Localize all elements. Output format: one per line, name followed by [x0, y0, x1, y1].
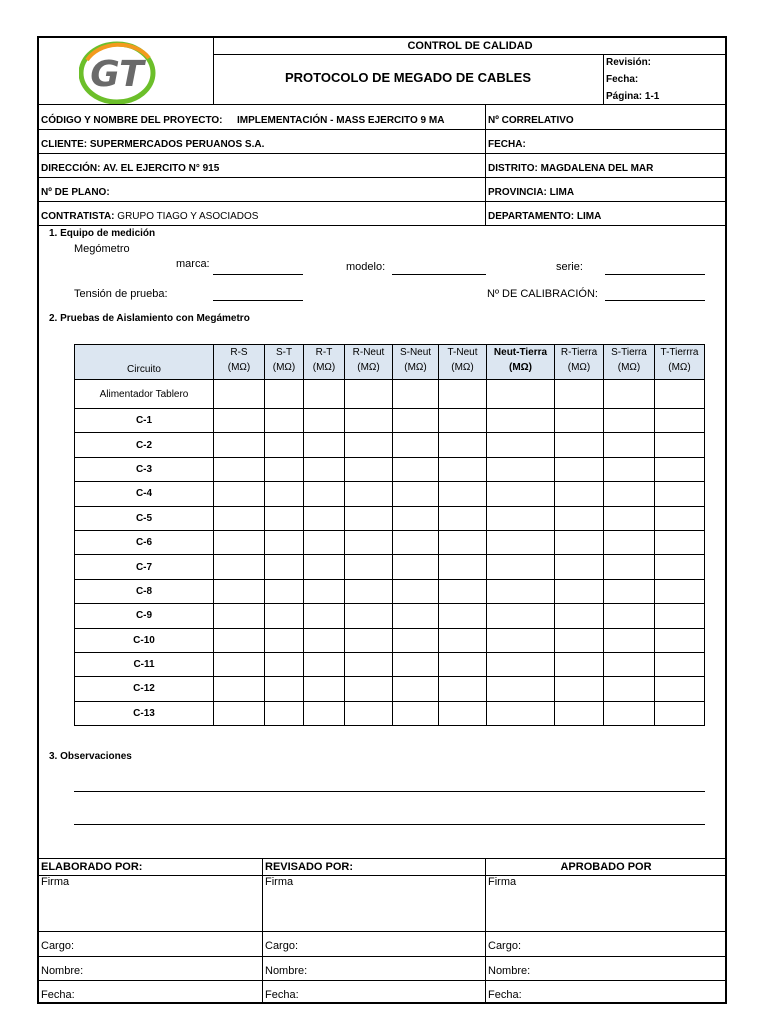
- measurement-cell[interactable]: [655, 579, 705, 603]
- measurement-cell[interactable]: [555, 701, 604, 725]
- circuit-name: C-6: [75, 530, 214, 554]
- measurement-cell[interactable]: [655, 555, 705, 579]
- measurement-cell[interactable]: [393, 457, 439, 481]
- measurement-cell[interactable]: [345, 482, 393, 506]
- measurement-cell[interactable]: [604, 652, 655, 676]
- measurement-cell[interactable]: [604, 530, 655, 554]
- table-row: [75, 652, 705, 676]
- measurement-cell[interactable]: [487, 579, 555, 603]
- position-label-2: Cargo:: [265, 940, 299, 952]
- measurement-cell[interactable]: [655, 628, 705, 652]
- measurement-cell[interactable]: [265, 677, 304, 701]
- measurement-cell[interactable]: [265, 604, 304, 628]
- quality-control-title: CONTROL DE CALIDAD: [407, 40, 533, 52]
- measurement-cell[interactable]: [265, 530, 304, 554]
- measurement-cell[interactable]: [555, 409, 604, 433]
- measurement-cell[interactable]: [304, 628, 345, 652]
- column-header: [393, 345, 439, 380]
- column-header: [487, 345, 555, 380]
- signature-label-3: Firma: [488, 876, 517, 888]
- company-logo: [79, 40, 159, 104]
- column-header: [265, 345, 304, 380]
- circuit-name: Alimentador Tablero: [75, 380, 214, 409]
- measurement-cell[interactable]: [345, 701, 393, 725]
- date-header-label: Fecha:: [606, 74, 639, 85]
- circuit-name: C-12: [75, 677, 214, 701]
- table-row: [75, 433, 705, 457]
- measurement-cell[interactable]: [655, 506, 705, 530]
- table-row: [75, 506, 705, 530]
- name-label-3: Nombre:: [488, 965, 531, 977]
- document-page: [37, 36, 727, 1004]
- section-2-title: 2. Pruebas de Aislamiento con Megámetro: [49, 313, 250, 324]
- measurement-cell[interactable]: [304, 652, 345, 676]
- measurement-cell[interactable]: [345, 380, 393, 409]
- measurement-cell[interactable]: [555, 433, 604, 457]
- measurement-cell[interactable]: [604, 555, 655, 579]
- measurement-cell[interactable]: [345, 457, 393, 481]
- signature-label-1: Firma: [41, 876, 70, 888]
- circuit-name: C-11: [75, 652, 214, 676]
- serial-label: serie:: [556, 261, 583, 273]
- measurement-cell[interactable]: [265, 579, 304, 603]
- measurement-cell[interactable]: [393, 579, 439, 603]
- measurement-cell[interactable]: [655, 482, 705, 506]
- measurement-cell[interactable]: [555, 506, 604, 530]
- table-row: [75, 701, 705, 725]
- column-unit: (MΩ): [567, 362, 591, 373]
- measurement-cell[interactable]: [304, 530, 345, 554]
- measurement-cell[interactable]: [214, 677, 265, 701]
- column-name: S-Tierra: [611, 347, 647, 358]
- measurement-cell[interactable]: [345, 628, 393, 652]
- section-1-title: 1. Equipo de medición: [49, 228, 156, 239]
- circuit-name: C-3: [75, 457, 214, 481]
- measurement-cell[interactable]: [265, 380, 304, 409]
- measurement-cell[interactable]: [393, 380, 439, 409]
- district-label: DISTRITO: MAGDALENA DEL MAR: [488, 163, 654, 174]
- measurement-cell[interactable]: [214, 506, 265, 530]
- column-name: S-T: [275, 347, 293, 358]
- measurement-cell[interactable]: [393, 409, 439, 433]
- measurement-cell[interactable]: [393, 652, 439, 676]
- position-label-1: Cargo:: [41, 940, 75, 952]
- model-label: modelo:: [346, 261, 386, 273]
- circuit-name: C-1: [75, 409, 214, 433]
- circuit-name: C-10: [75, 628, 214, 652]
- measurement-cell[interactable]: [214, 604, 265, 628]
- column-name: R-Neut: [352, 347, 385, 358]
- measurement-cell[interactable]: [265, 433, 304, 457]
- measurement-cell[interactable]: [487, 604, 555, 628]
- measurement-cell[interactable]: [655, 677, 705, 701]
- measurement-cell[interactable]: [214, 409, 265, 433]
- date-label-3: Fecha:: [488, 989, 522, 1001]
- measurement-cell[interactable]: [304, 677, 345, 701]
- measurement-cell[interactable]: [604, 677, 655, 701]
- measurement-cell[interactable]: [304, 555, 345, 579]
- measurement-cell[interactable]: [439, 652, 487, 676]
- column-name: Neut-Tierra: [493, 347, 548, 358]
- date-label-1: Fecha:: [41, 989, 75, 1001]
- measurement-cell[interactable]: [345, 506, 393, 530]
- measurement-cell[interactable]: [345, 409, 393, 433]
- measurement-cell[interactable]: [487, 457, 555, 481]
- measurement-cell[interactable]: [304, 701, 345, 725]
- contractor-value: GRUPO TIAGO Y ASOCIADOS: [117, 211, 259, 222]
- table-row: [75, 604, 705, 628]
- measurement-cell[interactable]: [214, 380, 265, 409]
- svg-text:GT: GT: [90, 54, 144, 95]
- measurement-cell[interactable]: [214, 457, 265, 481]
- measurement-cell[interactable]: [487, 555, 555, 579]
- measurement-cell[interactable]: [345, 604, 393, 628]
- column-header: [214, 345, 265, 380]
- column-name: T-Tierrra: [660, 347, 699, 358]
- reviewed-by-label: REVISADO POR:: [265, 861, 354, 873]
- name-label-1: Nombre:: [41, 965, 84, 977]
- table-row: [75, 380, 705, 409]
- insulation-test-table: [74, 344, 705, 726]
- meter-label: Megómetro: [74, 243, 130, 255]
- measurement-cell[interactable]: [555, 555, 604, 579]
- table-row: [75, 482, 705, 506]
- measurement-cell[interactable]: [214, 579, 265, 603]
- measurement-cell[interactable]: [345, 530, 393, 554]
- column-unit: (MΩ): [312, 362, 336, 373]
- measurement-cell[interactable]: [214, 433, 265, 457]
- column-header: [604, 345, 655, 380]
- serial-field[interactable]: [605, 274, 705, 275]
- revision-label: Revisión:: [606, 57, 652, 68]
- measurement-cell[interactable]: [604, 380, 655, 409]
- measurement-cell[interactable]: [304, 380, 345, 409]
- measurement-cell[interactable]: [487, 433, 555, 457]
- measurement-cell[interactable]: [393, 628, 439, 652]
- table-row: [75, 555, 705, 579]
- measurement-cell[interactable]: [393, 433, 439, 457]
- column-name: R-T: [315, 347, 333, 358]
- measurement-cell[interactable]: [265, 701, 304, 725]
- measurement-cell[interactable]: [487, 409, 555, 433]
- measurement-cell[interactable]: [655, 652, 705, 676]
- measurement-cell[interactable]: [345, 652, 393, 676]
- measurement-cell[interactable]: [439, 380, 487, 409]
- measurement-cell[interactable]: [487, 677, 555, 701]
- measurement-cell[interactable]: [265, 409, 304, 433]
- measurement-cell[interactable]: [393, 604, 439, 628]
- measurement-cell[interactable]: [487, 506, 555, 530]
- circuit-name: C-9: [75, 604, 214, 628]
- department-label: DEPARTAMENTO: LIMA: [488, 211, 602, 222]
- column-header: [655, 345, 705, 380]
- test-voltage-label: Tensión de prueba:: [74, 288, 168, 300]
- column-unit: (MΩ): [272, 362, 296, 373]
- signature-label-2: Firma: [265, 876, 294, 888]
- column-unit: (MΩ): [227, 362, 251, 373]
- table-row: [75, 677, 705, 701]
- measurement-cell[interactable]: [604, 409, 655, 433]
- calibration-label: Nº DE CALIBRACIÓN:: [487, 288, 598, 300]
- fecha-label: FECHA:: [488, 139, 526, 150]
- measurement-cell[interactable]: [555, 604, 604, 628]
- measurement-cell[interactable]: [555, 628, 604, 652]
- measurement-cell[interactable]: [604, 506, 655, 530]
- measurement-cell[interactable]: [393, 482, 439, 506]
- measurement-cell[interactable]: [393, 555, 439, 579]
- address-label: DIRECCIÓN: AV. EL EJERCITO N° 915: [41, 163, 220, 174]
- measurement-cell[interactable]: [345, 555, 393, 579]
- measurement-cell[interactable]: [439, 433, 487, 457]
- measurement-cell[interactable]: [265, 628, 304, 652]
- table-row: [75, 409, 705, 433]
- measurement-cell[interactable]: [393, 677, 439, 701]
- measurement-cell[interactable]: [487, 530, 555, 554]
- measurement-cell[interactable]: [555, 677, 604, 701]
- measurement-cell[interactable]: [304, 409, 345, 433]
- client-label: CLIENTE: SUPERMERCADOS PERUANOS S.A.: [41, 139, 265, 150]
- column-unit: (MΩ): [508, 362, 532, 373]
- measurement-cell[interactable]: [555, 482, 604, 506]
- province-label: PROVINCIA: LIMA: [488, 187, 575, 198]
- measurement-cell[interactable]: [214, 652, 265, 676]
- measurement-cell[interactable]: [655, 530, 705, 554]
- calibration-field[interactable]: [605, 300, 705, 301]
- measurement-cell[interactable]: [439, 677, 487, 701]
- measurement-cell[interactable]: [439, 555, 487, 579]
- approved-by-label: APROBADO POR: [560, 861, 652, 873]
- table-row: [75, 579, 705, 603]
- measurement-cell[interactable]: [304, 433, 345, 457]
- column-header: [439, 345, 487, 380]
- column-name: R-Tierra: [560, 347, 598, 358]
- measurement-cell[interactable]: [304, 457, 345, 481]
- measurement-cell[interactable]: [555, 530, 604, 554]
- circuit-name: C-5: [75, 506, 214, 530]
- measurement-cell[interactable]: [604, 628, 655, 652]
- measurement-cell[interactable]: [345, 677, 393, 701]
- measurement-cell[interactable]: [439, 457, 487, 481]
- measurement-cell[interactable]: [214, 555, 265, 579]
- measurement-cell[interactable]: [439, 604, 487, 628]
- measurement-cell[interactable]: [439, 530, 487, 554]
- measurement-cell[interactable]: [439, 409, 487, 433]
- brand-label: marca:: [176, 258, 210, 270]
- measurement-cell[interactable]: [304, 506, 345, 530]
- name-label-2: Nombre:: [265, 965, 308, 977]
- measurement-cell[interactable]: [439, 506, 487, 530]
- model-field[interactable]: [392, 274, 486, 275]
- plan-number-label: Nº DE PLANO:: [41, 187, 110, 198]
- observations-line-2[interactable]: [74, 824, 705, 825]
- measurement-cell[interactable]: [487, 652, 555, 676]
- project-code-label: CÓDIGO Y NOMBRE DEL PROYECTO:: [41, 115, 223, 126]
- measurement-cell[interactable]: [604, 457, 655, 481]
- column-header: [345, 345, 393, 380]
- measurement-cell[interactable]: [555, 380, 604, 409]
- measurement-cell[interactable]: [555, 652, 604, 676]
- column-unit: (MΩ): [668, 362, 691, 373]
- prepared-by-label: ELABORADO POR:: [41, 861, 143, 873]
- measurement-cell[interactable]: [487, 380, 555, 409]
- table-row: [75, 628, 705, 652]
- measurement-cell[interactable]: [439, 579, 487, 603]
- measurement-cell[interactable]: [393, 506, 439, 530]
- position-label-3: Cargo:: [488, 940, 522, 952]
- table-row: [75, 457, 705, 481]
- measurement-cell[interactable]: [393, 530, 439, 554]
- column-unit: (MΩ): [617, 362, 641, 373]
- measurement-cell[interactable]: [604, 579, 655, 603]
- circuit-name: C-8: [75, 579, 214, 603]
- measurement-cell[interactable]: [655, 701, 705, 725]
- measurement-cell[interactable]: [604, 701, 655, 725]
- column-header: [555, 345, 604, 380]
- measurement-cell[interactable]: [555, 457, 604, 481]
- measurement-cell[interactable]: [655, 457, 705, 481]
- measurement-cell[interactable]: [304, 482, 345, 506]
- column-name: T-Neut: [447, 347, 478, 358]
- circuit-header: Circuito: [75, 345, 214, 380]
- column-name: R-S: [230, 347, 248, 358]
- measurement-cell[interactable]: [265, 555, 304, 579]
- brand-field[interactable]: [213, 274, 303, 275]
- measurement-cell[interactable]: [265, 506, 304, 530]
- measurement-cell[interactable]: [265, 652, 304, 676]
- measurement-cell[interactable]: [214, 530, 265, 554]
- measurement-cell[interactable]: [214, 628, 265, 652]
- measurement-cell[interactable]: [655, 433, 705, 457]
- measurement-cell[interactable]: [393, 701, 439, 725]
- measurement-cell[interactable]: [555, 579, 604, 603]
- section-3-title: 3. Observaciones: [49, 751, 132, 762]
- measurement-cell[interactable]: [304, 604, 345, 628]
- circuit-name: C-7: [75, 555, 214, 579]
- column-unit: (MΩ): [357, 362, 380, 373]
- measurement-cell[interactable]: [265, 482, 304, 506]
- measurement-cell[interactable]: [604, 482, 655, 506]
- contractor-label: CONTRATISTA:: [41, 211, 115, 222]
- measurement-cell[interactable]: [439, 628, 487, 652]
- measurement-cell[interactable]: [214, 701, 265, 725]
- circuit-name: C-2: [75, 433, 214, 457]
- column-name: S-Neut: [399, 347, 432, 358]
- measurement-cell[interactable]: [487, 482, 555, 506]
- measurement-cell[interactable]: [604, 604, 655, 628]
- measurement-cell[interactable]: [655, 409, 705, 433]
- project-code-value: IMPLEMENTACIÓN - MASS EJERCITO 9 MA: [237, 115, 445, 126]
- measurement-cell[interactable]: [345, 579, 393, 603]
- column-header: [304, 345, 345, 380]
- measurement-cell[interactable]: [345, 433, 393, 457]
- measurement-cell[interactable]: [265, 457, 304, 481]
- table-row: [75, 530, 705, 554]
- date-label-2: Fecha:: [265, 989, 299, 1001]
- correlative-label: Nº CORRELATIVO: [488, 115, 574, 126]
- test-voltage-field[interactable]: [213, 300, 303, 301]
- page-number-label: Página: 1-1: [606, 91, 660, 102]
- circuit-name: C-4: [75, 482, 214, 506]
- observations-line-1[interactable]: [74, 791, 705, 792]
- measurement-cell[interactable]: [604, 433, 655, 457]
- column-unit: (MΩ): [451, 362, 474, 373]
- document-title: PROTOCOLO DE MEGADO DE CABLES: [284, 70, 532, 85]
- measurement-cell[interactable]: [304, 579, 345, 603]
- measurement-cell[interactable]: [487, 701, 555, 725]
- measurement-cell[interactable]: [439, 482, 487, 506]
- measurement-cell[interactable]: [655, 604, 705, 628]
- column-unit: (MΩ): [404, 362, 427, 373]
- measurement-cell[interactable]: [487, 628, 555, 652]
- contractor-row: [41, 211, 258, 222]
- measurement-cell[interactable]: [655, 380, 705, 409]
- measurement-cell[interactable]: [439, 701, 487, 725]
- circuit-name: C-13: [75, 701, 214, 725]
- measurement-cell[interactable]: [214, 482, 265, 506]
